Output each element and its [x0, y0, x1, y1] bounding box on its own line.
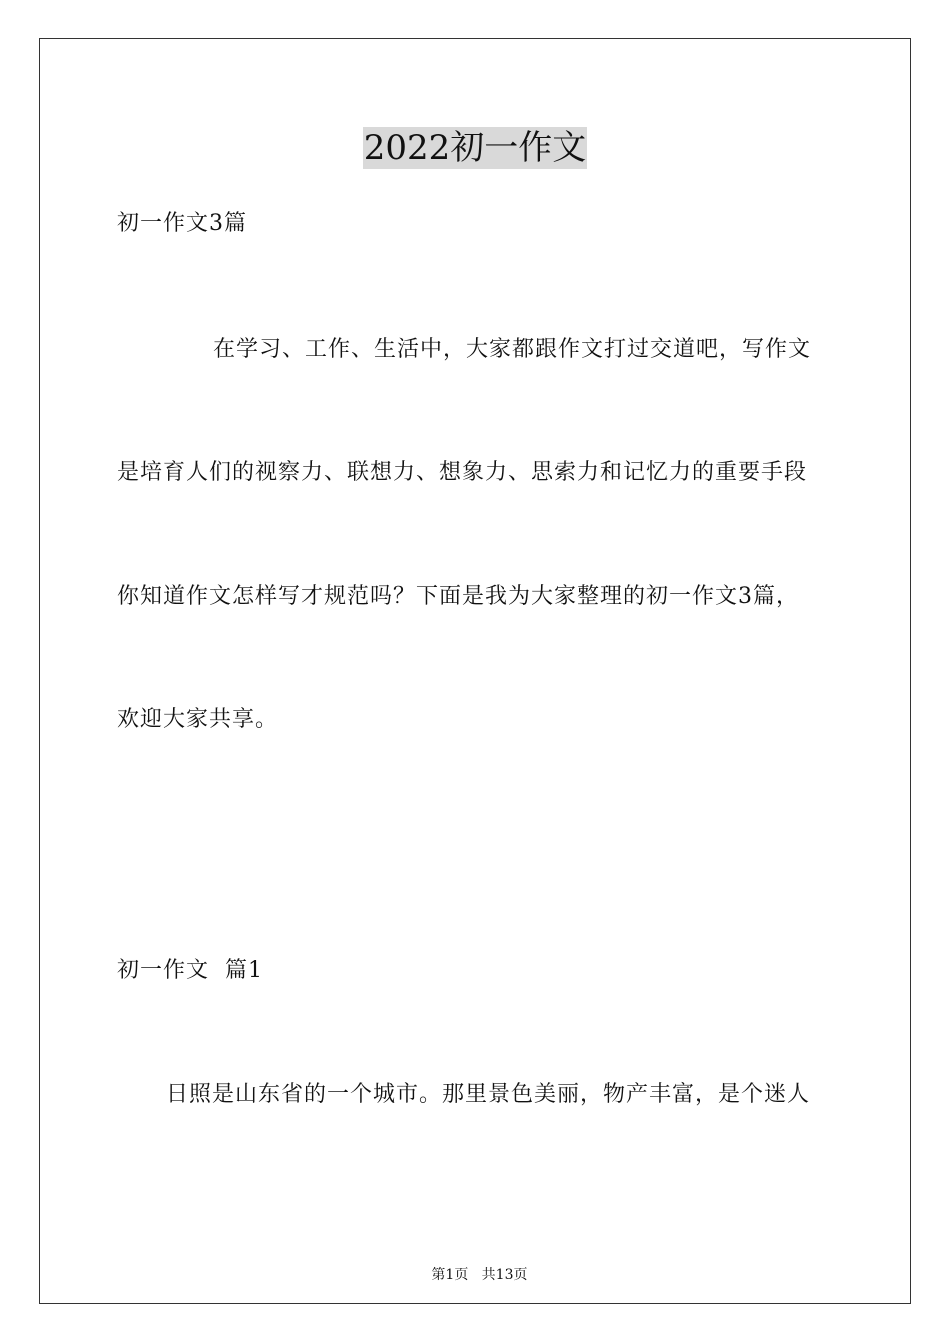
paragraph-line: 欢迎大家共享。 [117, 707, 279, 732]
document-title: 2022初一作文 [363, 128, 587, 168]
paragraph-line: 是培育人们的视察力、联想力、想象力、思索力和记忆力的重要手段 [117, 460, 808, 485]
paragraph-line: 日照是山东省的一个城市。那里景色美丽，物产丰富，是个迷人 [166, 1082, 811, 1107]
page-number-text: 第1页 共13页 [431, 1267, 528, 1283]
title-container [0, 127, 950, 169]
paragraph-line: 你知道作文怎样写才规范吗？下面是我为大家整理的初一作文3篇， [117, 584, 799, 609]
paragraph-line: 在学习、工作、生活中，大家都跟作文打过交道吧，写作文 [213, 337, 812, 362]
page-footer [0, 1248, 950, 1284]
section-heading: 初一作文 篇1 [117, 958, 263, 983]
document-subtitle: 初一作文3篇 [117, 211, 247, 236]
